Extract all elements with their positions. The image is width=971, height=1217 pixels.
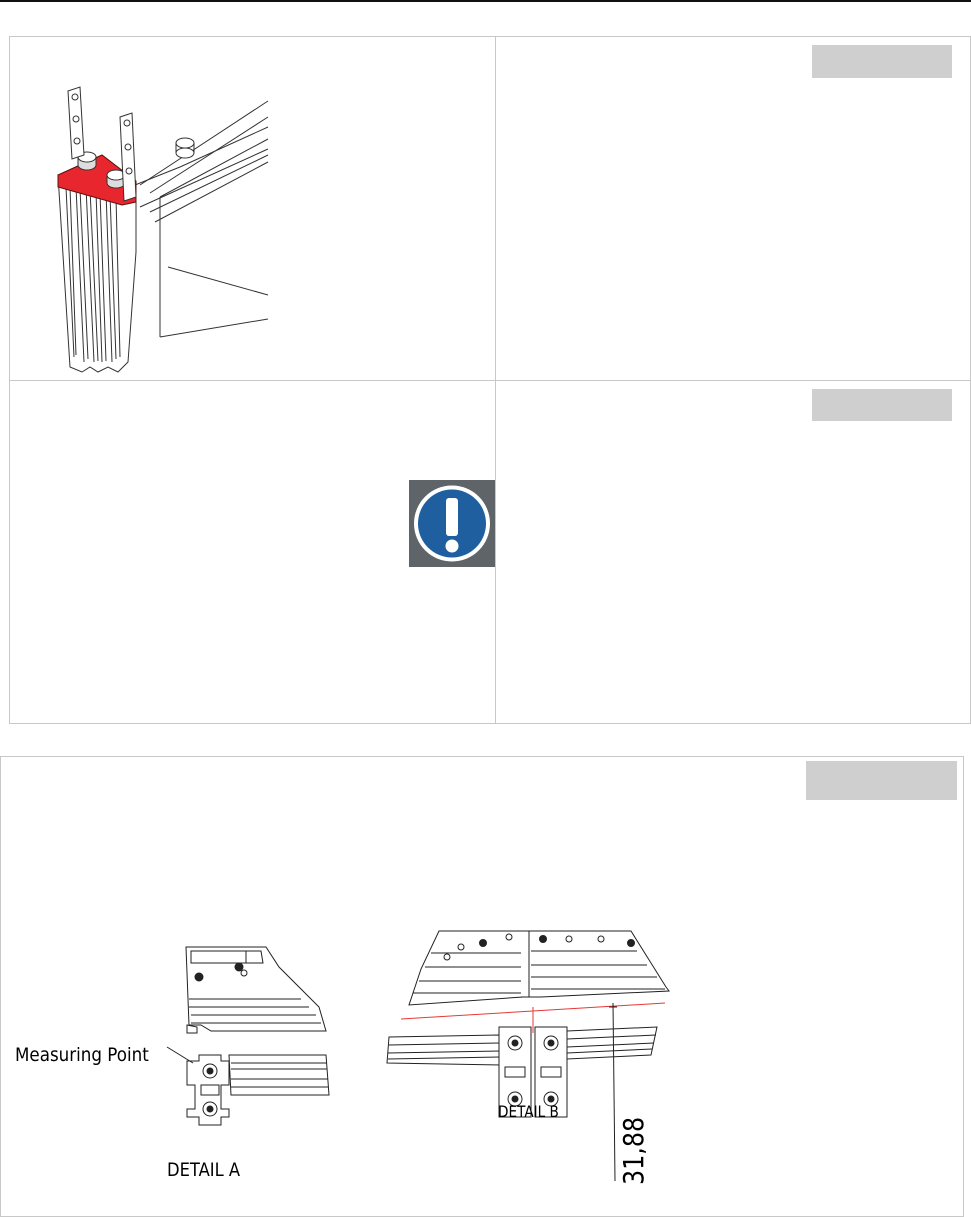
notice-box bbox=[409, 480, 495, 567]
panel-middle-left bbox=[9, 380, 496, 724]
dimension-value: 31,88 bbox=[617, 1116, 650, 1185]
exclamation-notice-icon bbox=[409, 480, 495, 567]
step-tab-middle bbox=[812, 389, 952, 421]
panel-top-right bbox=[495, 36, 971, 381]
step-tab-bottom bbox=[806, 761, 957, 800]
measuring-point-label: Measuring Point bbox=[15, 1044, 149, 1066]
step-tab-top bbox=[812, 45, 952, 78]
panel-top-left bbox=[9, 36, 496, 381]
detail-a-label: DETAIL A bbox=[167, 1159, 241, 1181]
detail-b-label: DETAIL B bbox=[498, 1102, 559, 1121]
panel-middle-right bbox=[495, 380, 971, 724]
header-rule bbox=[0, 0, 971, 2]
panel-bottom bbox=[0, 756, 964, 1217]
end-plate-illustration bbox=[10, 37, 497, 382]
